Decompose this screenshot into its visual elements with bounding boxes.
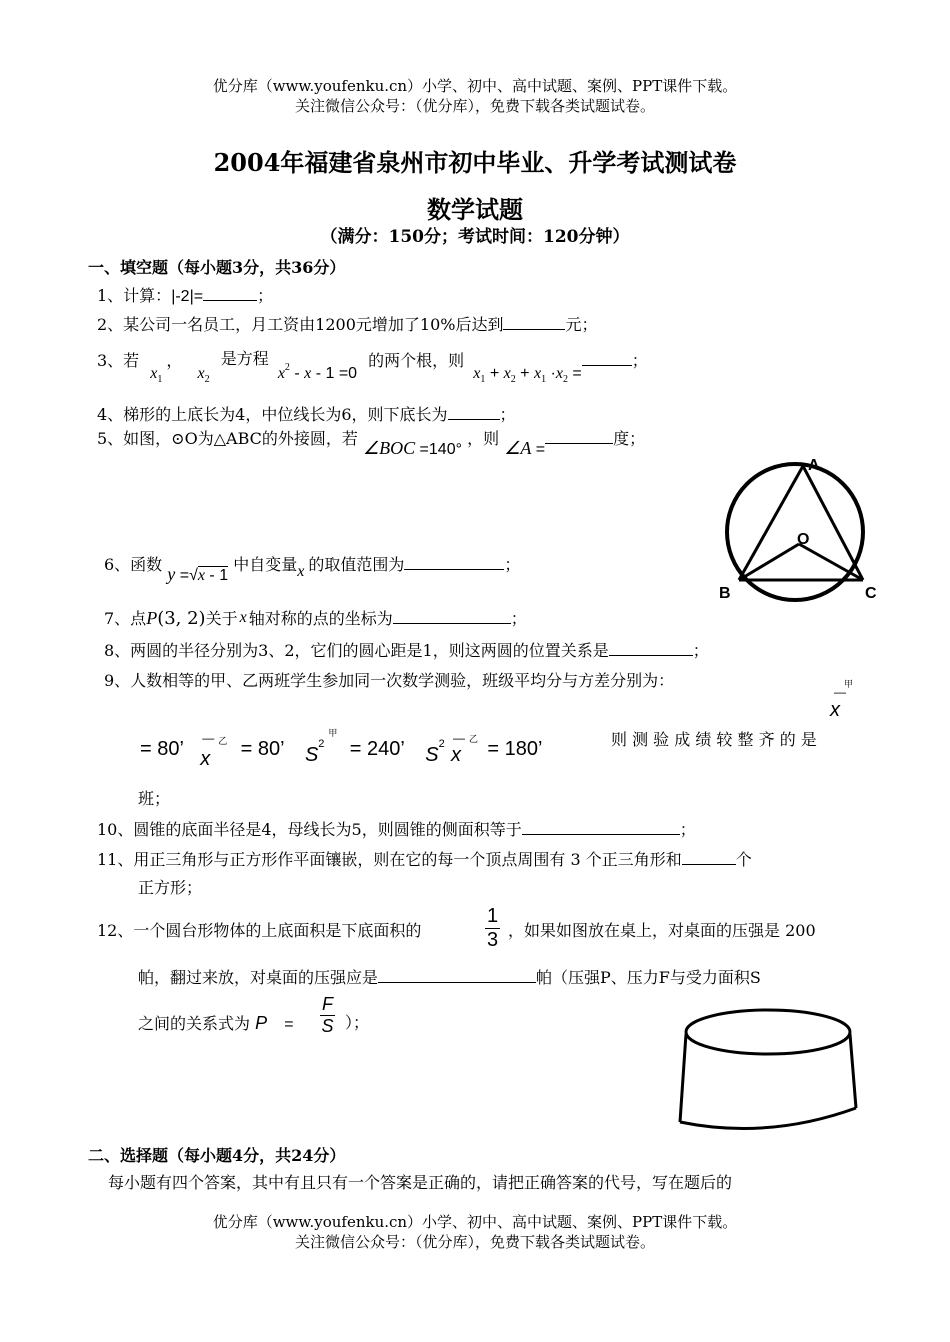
frustum-left-side xyxy=(680,1034,686,1122)
section1-heading: 一、填空题（每小题3分，共36分） xyxy=(88,258,346,277)
circle-triangle-figure xyxy=(715,452,885,612)
q12-line3: 之间的关系式为 P = xyxy=(138,1013,294,1033)
section2-intro: 每小题有四个答案，其中有且只有一个答案是正确的，请把正确答案的代号，写在题后的 xyxy=(108,1173,733,1192)
answer-blank[interactable] xyxy=(522,818,680,835)
label-a: A xyxy=(808,457,820,474)
question-9: 9、人数相等的甲、乙两班学生参加同一次数学测验，班级平均分与方差分别为： xyxy=(104,671,675,690)
question-7: 7、点P(3, 2)关于 x 轴对称的点的坐标为 ； xyxy=(104,608,527,629)
q9-end: 班； xyxy=(138,789,171,808)
section2-heading: 二、选择题（每小题4分，共24分） xyxy=(88,1146,346,1165)
q12-formula-fraction: $\frac{F}{S}$ xyxy=(321,994,334,1036)
answer-blank[interactable] xyxy=(404,553,504,570)
q9-values-row: = 80’ — x 乙 = 80’ $S^{2甲} = 240$’ $S^2$ — x 乙 = 180’ xyxy=(140,729,543,770)
answer-blank[interactable] xyxy=(503,313,565,330)
exam-info: （满分：150分；考试时间：120分钟） xyxy=(320,227,630,247)
answer-blank[interactable] xyxy=(378,966,536,983)
page-subtitle: 数学试题 xyxy=(427,195,523,224)
answer-blank[interactable] xyxy=(448,403,500,420)
question-2: 2、某公司一名员工，月工资由1200元增加了10%后达到 元； xyxy=(97,315,598,334)
footer-line-1: 优分库（www.youfenku.cn）小学、初中、高中试题、案例、PPT课件下载。 xyxy=(212,1213,738,1231)
frustum-top xyxy=(686,1010,850,1054)
answer-blank[interactable] xyxy=(682,848,736,865)
answer-blank[interactable] xyxy=(545,427,613,444)
frustum-figure xyxy=(670,1000,870,1135)
label-o: O xyxy=(797,531,810,548)
header-line-1: 优分库（www.youfenku.cn）小学、初中、高中试题、案例、PPT课件下载。 xyxy=(212,77,738,95)
question-11: 11、用正三角形与正方形作平面镶嵌，则在它的每一个顶点周围有 3 个正三角形和 个 xyxy=(97,850,752,869)
frustum-right-side xyxy=(850,1034,856,1108)
header-line-2: 关注微信公众号：（优分库），免费下载各类试题试卷。 xyxy=(294,97,655,115)
answer-blank[interactable] xyxy=(393,607,511,624)
footer-line-2: 关注微信公众号：（优分库），免费下载各类试题试卷。 xyxy=(294,1233,655,1251)
answer-blank[interactable] xyxy=(609,639,693,656)
question-6: 6、函数 y =√x - 1 中自变量x 的取值范围为 ； xyxy=(104,555,521,584)
q12-fraction: $\frac{1}{3}$ xyxy=(487,905,499,951)
answer-blank[interactable] xyxy=(203,284,257,301)
question-5: 5、如图，⊙O为△ABC的外接圆，若 ∠BOC =140° ，则 ∠A =度； xyxy=(97,429,646,458)
page-title: 2004年福建省泉州市初中毕业、升学考试测试卷 xyxy=(213,148,737,177)
question-8: 8、两圆的半径分别为3、2，它们的圆心距是1，则这两圆的位置关系是 ； xyxy=(104,641,709,660)
answer-blank[interactable] xyxy=(582,349,632,366)
question-4: 4、梯形的上底长为4，中位线长为6，则下底长为 ； xyxy=(97,405,516,424)
question-12: 12、一个圆台形物体的上底面积是下底面积的 xyxy=(97,921,422,940)
question-1: 1、计算：|-2|= ； xyxy=(97,286,274,305)
label-b: B xyxy=(719,585,731,602)
q12-text2: ，如果如图放在桌上，对桌面的压强是 200 xyxy=(508,921,816,940)
label-c: C xyxy=(865,585,877,602)
q12-line2: 帕，翻过来放，对桌面的压强应是 帕（压强P、压力F与受力面积S xyxy=(138,968,761,987)
q9-tail: 则 测 验 成 绩 较 整 齐 的 是 xyxy=(611,730,817,749)
frustum-bottom xyxy=(680,1108,856,1128)
question-3: 3、若 $x_1$， $x_2$ 是方程 $x^2 - x - 1 =0$ 的两个根，则 $x_1 + x_2 + x_1 \cdot x_2$ =； xyxy=(97,349,648,385)
question-10: 10、圆锥的底面半径是4，母线长为5，则圆锥的侧面积等于 ； xyxy=(97,820,696,839)
q12-line3-end: ）； xyxy=(345,1013,370,1032)
q11-line2: 正方形； xyxy=(138,878,203,897)
q9-xbar-jia: —$^甲$ x xyxy=(830,680,854,721)
